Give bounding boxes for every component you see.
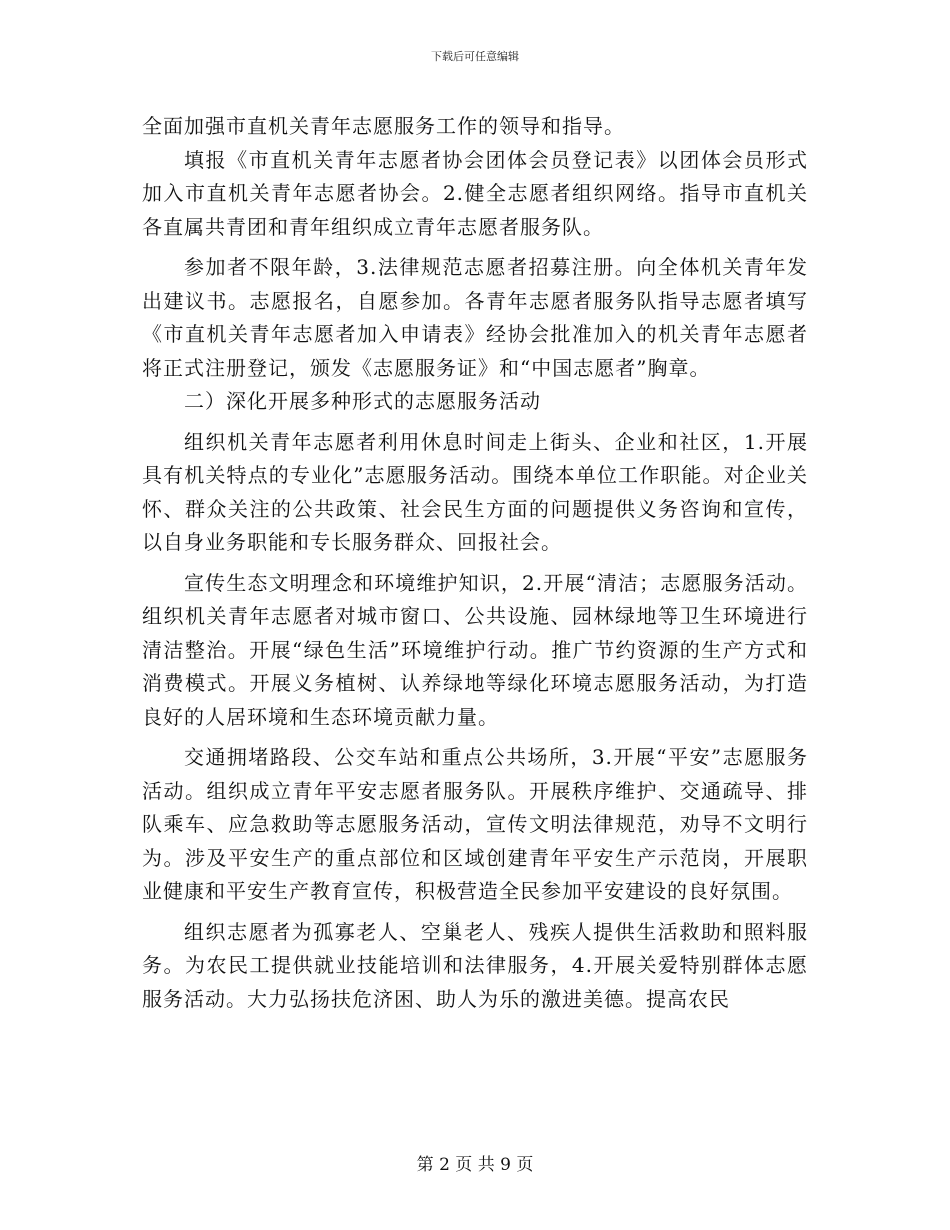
paragraph-2: 填报《市直机关青年志愿者协会团体会员登记表》以团体会员形式加入市直机关青年志愿者协会。2.健全志愿者组织网络。指导市直机关各直属共青团和青年组织成立青年志愿者服务队。	[142, 147, 808, 239]
paragraph-5: 宣传生态文明理念和环境维护知识，2.开展“清洁；志愿服务活动。组织机关青年志愿者对城市窗口、公共设施、园林绿地等卫生环境进行清洁整治。开展“绿色生活”环境维护行动。推广节约资源的生产方式和消费模式。开展义务植树、认养绿地等绿化环境志愿服务活动，为打造良好的人居环境和生态环境贡献力量。	[142, 570, 808, 729]
paragraph-4: 组织机关青年志愿者利用休息时间走上街头、企业和社区，1.开展具有机关特点的专业化”志愿服务活动。围绕本单位工作职能。对企业关怀、群众关注的公共政策、社会民生方面的问题提供义务咨询和宣传，以自身业务职能和专长服务群众、回报社会。	[142, 429, 808, 554]
paragraph-3: 参加者不限年龄，3.法律规范志愿者招募注册。向全体机关青年发出建议书。志愿报名，自愿参加。各青年志愿者服务队指导志愿者填写《市直机关青年志愿者加入申请表》经协会批准加入的机关青年志愿者将正式注册登记，颁发《志愿服务证》和“中国志愿者”胸章。	[142, 255, 808, 380]
document-body	[142, 110, 808, 1016]
section-heading: 二）深化开展多种形式的志愿服务活动	[184, 389, 541, 413]
paragraph-6: 交通拥堵路段、公交车站和重点公共场所，3.开展“平安”志愿服务活动。组织成立青年平安志愿者服务队。开展秩序维护、交通疏导、排队乘车、应急救助等志愿服务活动，宣传文明法律规范，劝导不文明行为。涉及平安生产的重点部位和区域创建青年平安生产示范岗，开展职业健康和平安生产教育宣传，积极营造全民参加平安建设的良好氛围。	[142, 745, 808, 903]
page-header: 下载后可任意编辑	[431, 50, 519, 63]
paragraph-1: 全面加强市直机关青年志愿服务工作的领导和指导。	[142, 114, 625, 138]
page-number: 第 2 页 共 9 页	[416, 1155, 534, 1175]
paragraph-7: 组织志愿者为孤寡老人、空巢老人、残疾人提供生活救助和照料服务。为农民工提供就业技能培训和法律服务，4.开展关爱特别群体志愿服务活动。大力弘扬扶危济困、助人为乐的激进美德。提高农民	[142, 919, 808, 1011]
